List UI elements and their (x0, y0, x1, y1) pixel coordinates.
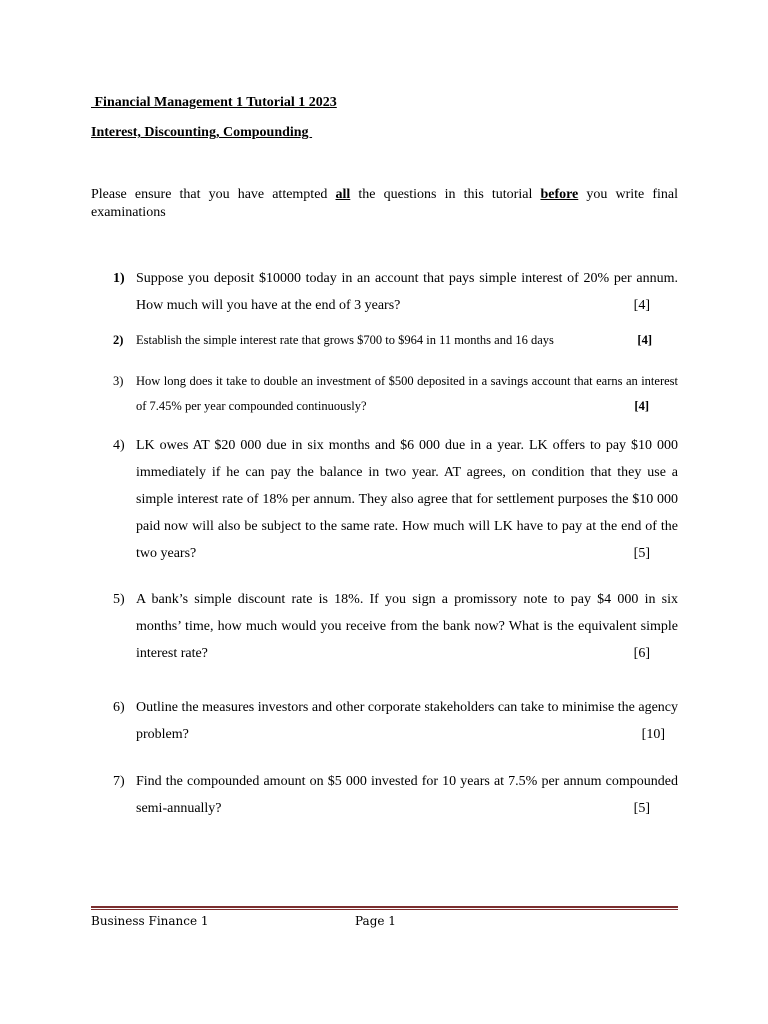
intro-text-2: the questions in this tutorial (350, 187, 541, 202)
question-number: 7) (113, 774, 125, 789)
footer-rule-thin (91, 909, 678, 910)
question-2 (113, 331, 678, 349)
intro-text-1: Please ensure that you have attempted (91, 187, 336, 202)
intro-paragraph (91, 186, 678, 222)
question-text: A bank’s simple discount rate is 18%. If you sign a promissory note to pay $4 000 in six months’ time, how much would you receive from the bank now? What is the equivalent simple interest rate? (136, 592, 678, 661)
question-5 (113, 586, 678, 667)
question-number: 4) (113, 438, 125, 453)
document-subtitle: Interest, Discounting, Compounding (91, 125, 313, 140)
question-text: Outline the measures investors and other corporate stakeholders can take to minimise the agency problem? (136, 700, 678, 742)
question-6 (113, 694, 678, 748)
question-marks: [10] (641, 727, 665, 742)
question-marks: [5] (633, 801, 650, 816)
question-marks: [6] (633, 646, 650, 661)
footer-course-name: Business Finance 1 (91, 914, 209, 928)
question-number: 3) (113, 374, 124, 388)
question-number: 1) (113, 271, 125, 286)
intro-emphasis-all: all (335, 187, 351, 202)
question-7 (113, 768, 678, 822)
question-text: Establish the simple interest rate that grows $700 to $964 in 11 months and 16 days (136, 333, 554, 347)
question-4 (113, 432, 678, 567)
question-number: 5) (113, 592, 125, 607)
question-text: How long does it take to double an investment of $500 deposited in a savings account that earns an interest of 7.45% per year compounded continuously? (136, 374, 678, 413)
intro-text-3: you write final examinations (91, 187, 678, 220)
question-number: 2) (113, 333, 124, 347)
document-title: Financial Management 1 Tutorial 1 2023 (91, 95, 337, 110)
footer-page-number: Page 1 (355, 914, 396, 928)
intro-emphasis-before: before (540, 187, 579, 202)
question-marks: [4] (634, 399, 649, 413)
question-1 (113, 265, 678, 319)
question-text: Find the compounded amount on $5 000 invested for 10 years at 7.5% per annum compounded semi-annually? (136, 774, 678, 816)
footer-rule (91, 906, 678, 908)
question-3 (113, 369, 678, 419)
question-number: 6) (113, 700, 125, 715)
question-marks: [4] (633, 298, 650, 313)
question-marks: [5] (633, 546, 650, 561)
question-text: LK owes AT $20 000 due in six months and $6 000 due in a year. LK offers to pay $10 000 immediately if he can pay the balance in two year. AT agrees, on condition that they use a simple interest rate of 18% per annum. They also agree that for settlement purposes the $10 000 paid now will also be subject to the same rate. How much will LK have to pay at the end of the two years? (136, 438, 678, 561)
question-text: Suppose you deposit $10000 today in an account that pays simple interest of 20% per annum. How much will you have at the end of 3 years? (136, 271, 678, 313)
question-marks: [4] (637, 333, 652, 347)
